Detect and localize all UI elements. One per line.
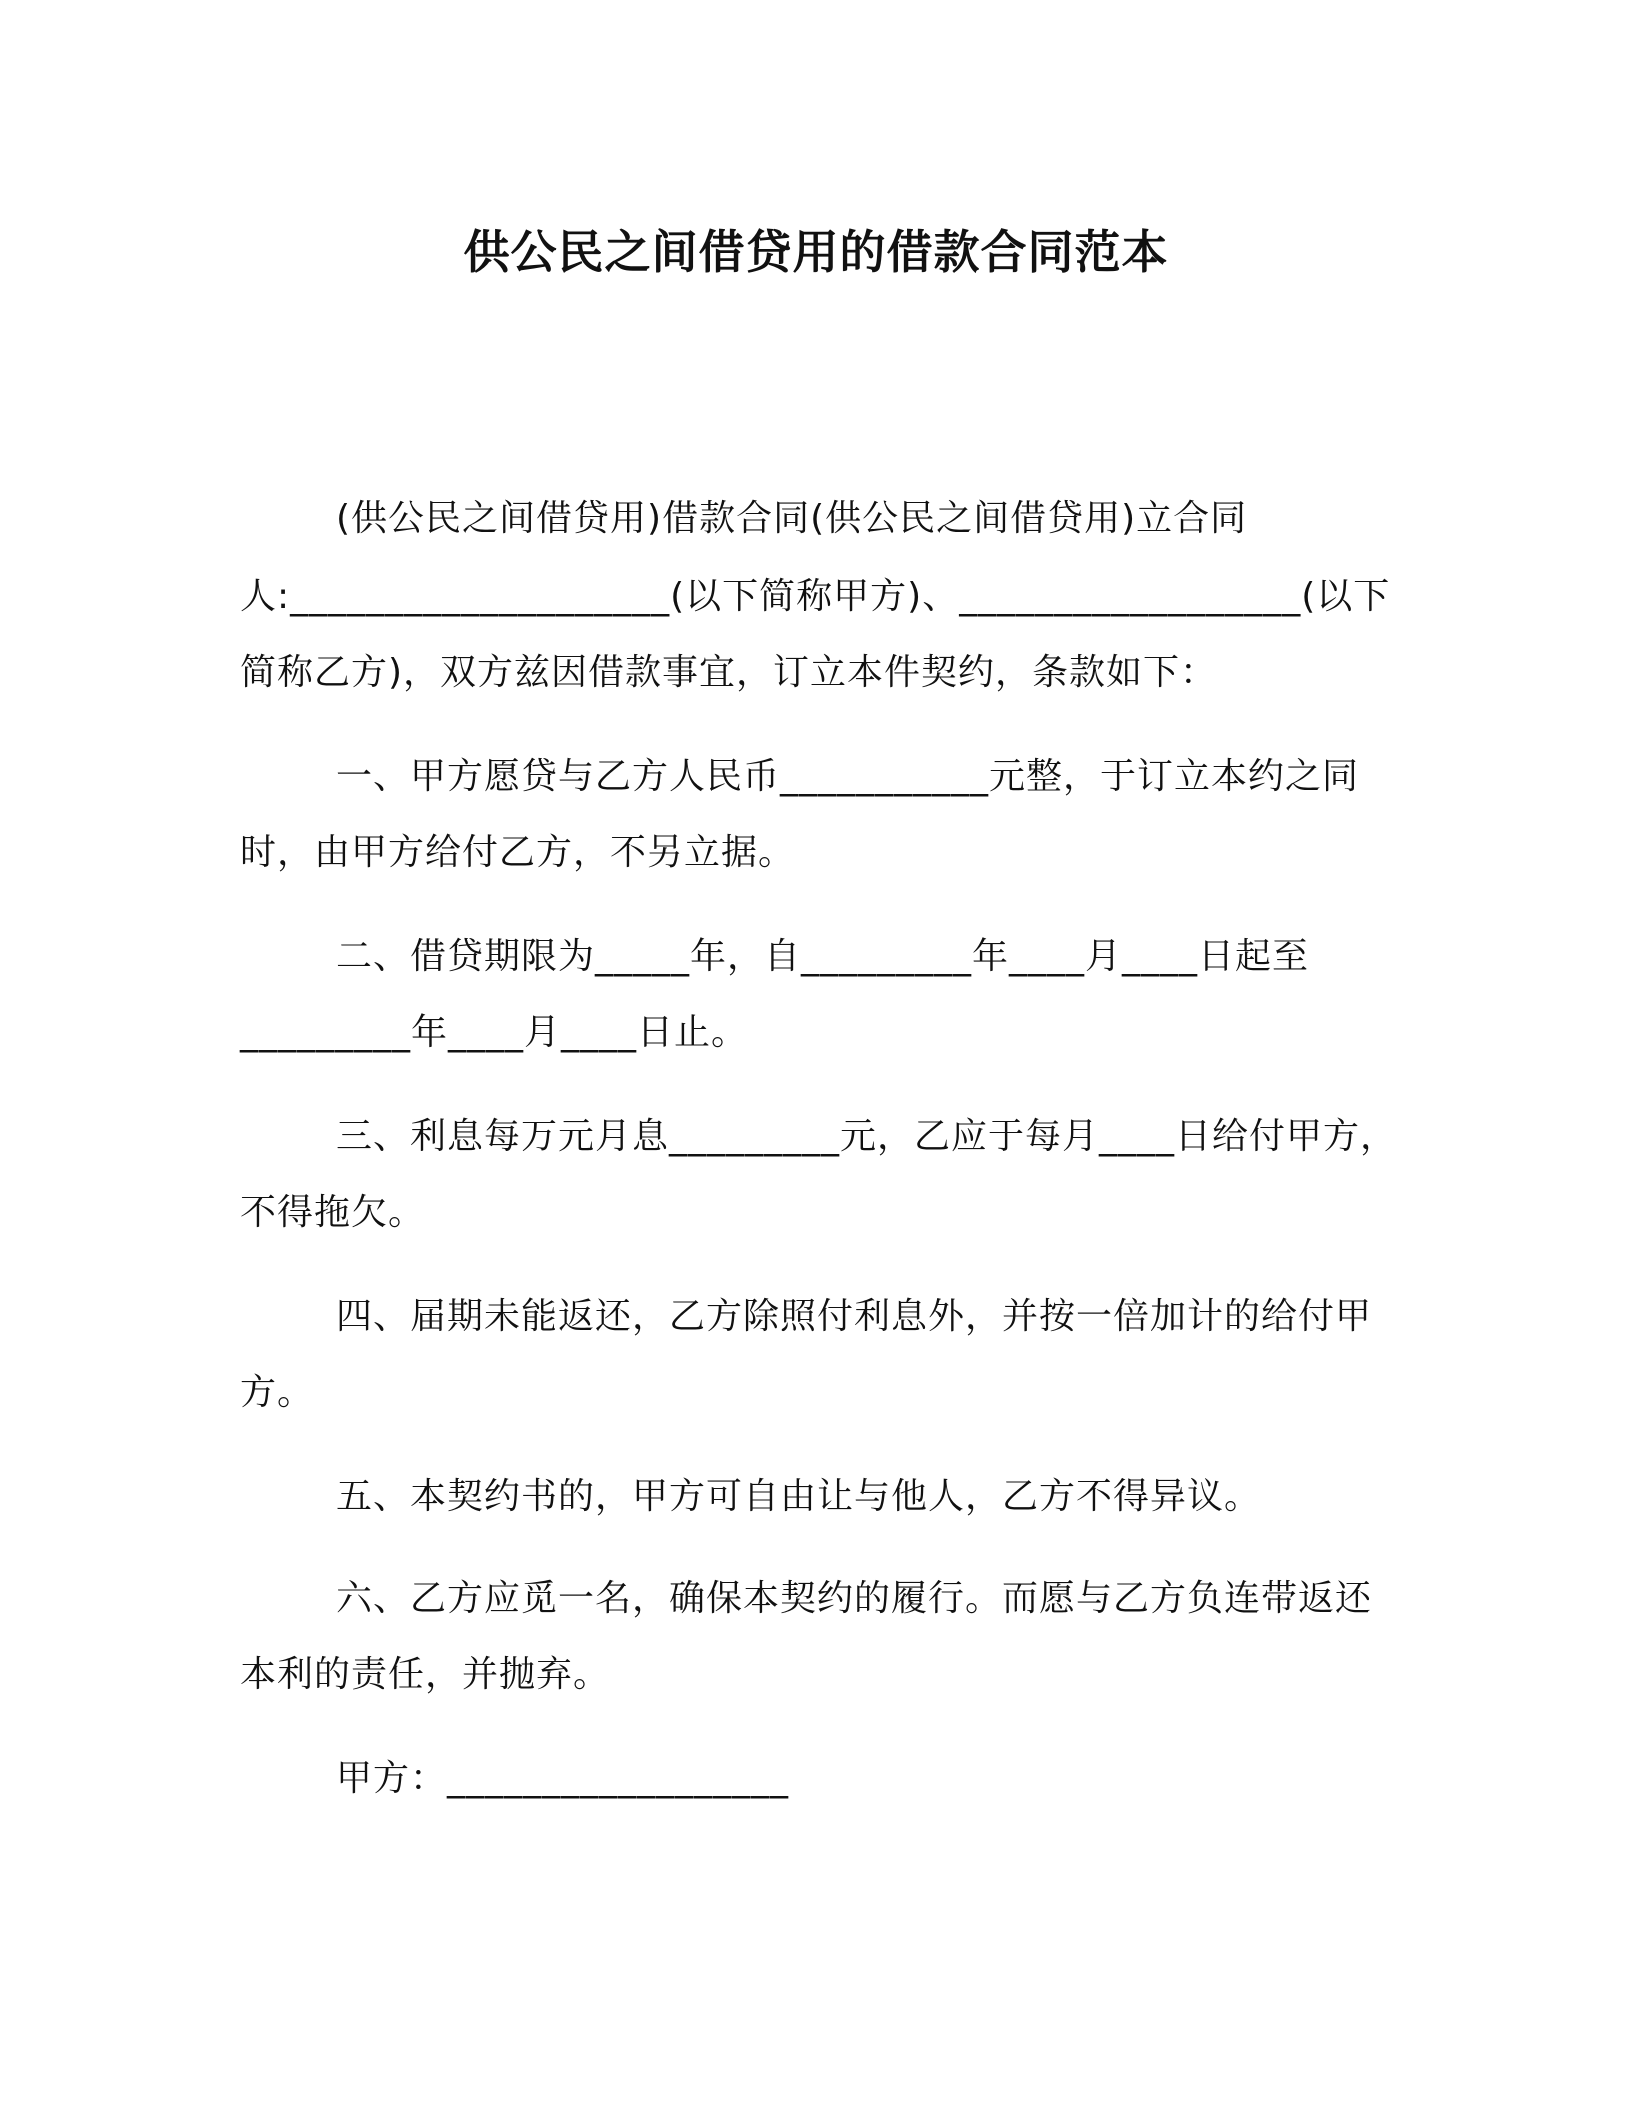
clause-2-line-1: 二、借贷期限为_____年，自_________年____月____日起至 [336, 936, 1310, 977]
clause-1-line-1: 一、甲方愿贷与乙方人民币___________元整，于订立本约之同 [336, 756, 1360, 797]
clause-6-line-2: 本利的责任，并抛弃。 [240, 1654, 611, 1695]
clause-4-line-1: 四、届期未能返还，乙方除照付利息外，并按一倍加计的给付甲 [336, 1296, 1373, 1337]
clause-1-line-2: 时，由甲方给付乙方，不另立据。 [240, 832, 796, 873]
clause-4-line-2: 方。 [240, 1372, 315, 1413]
document-title: 供公民之间借贷用的借款合同范本 [463, 225, 1169, 279]
clause-2-line-2: _________年____月____日止。 [240, 1012, 749, 1053]
contract-intro-line-1: (供公民之间借贷用)借款合同(供公民之间借贷用)立合同 [336, 498, 1248, 539]
party-a-signature-line: 甲方：__________________ [336, 1758, 790, 1799]
clause-3-line-2: 不得拖欠。 [240, 1192, 426, 1233]
clause-5-line-1: 五、本契约书的，甲方可自由让与他人，乙方不得异议。 [336, 1476, 1262, 1517]
contract-intro-line-2: 人:____________________(以下简称甲方)、__________________(以下 [240, 576, 1391, 617]
contract-intro-line-3: 简称乙方)，双方兹因借款事宜，订立本件契约，条款如下： [240, 652, 1218, 693]
clause-6-line-1: 六、乙方应觅一名，确保本契约的履行。而愿与乙方负连带返还 [336, 1578, 1373, 1619]
clause-3-line-1: 三、利息每万元月息_________元，乙应于每月____日给付甲方， [336, 1116, 1398, 1157]
